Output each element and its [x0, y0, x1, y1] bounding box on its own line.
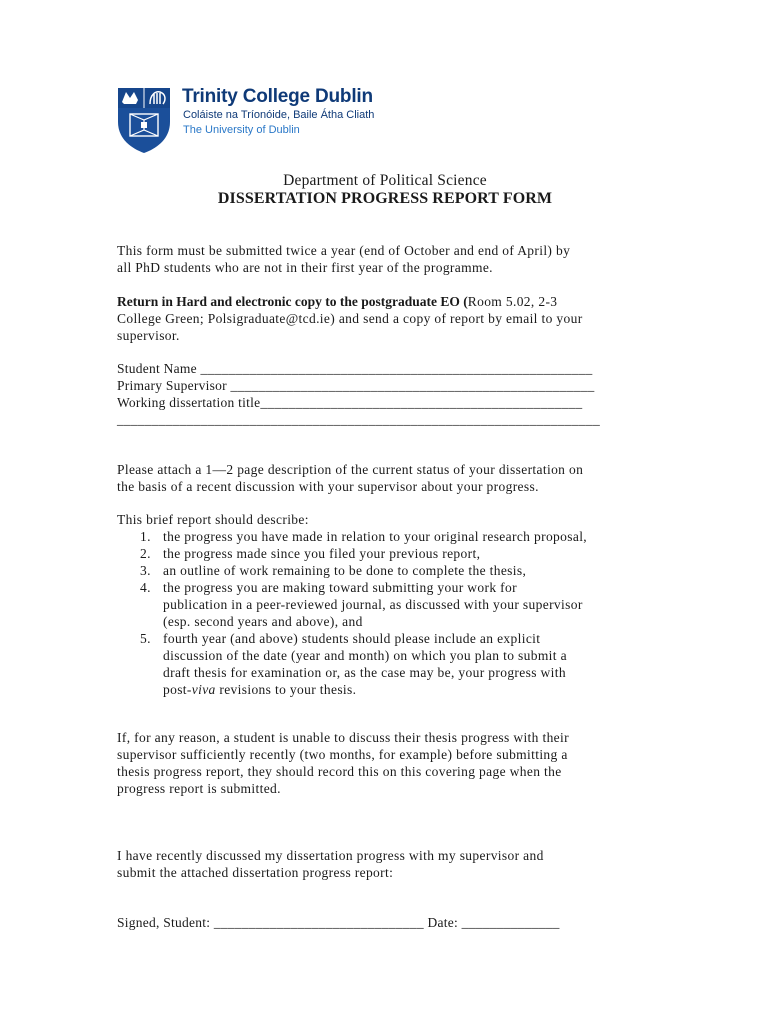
university-subtitle: The University of Dublin: [183, 124, 300, 136]
primary-supervisor-field[interactable]: Primary Supervisor ____________________________________________________: [117, 378, 595, 393]
unable-line-2: supervisor sufficiently recently (two months, for example) before submitting a: [117, 747, 568, 762]
return-line-2: College Green; Polsigraduate@tcd.ie) and send a copy of report by email to your: [117, 311, 583, 326]
return-line-3: supervisor.: [117, 328, 180, 343]
tcd-shield-icon: [116, 86, 172, 154]
unable-line-4: progress report is submitted.: [117, 781, 281, 796]
declaration-line-2: submit the attached dissertation progress report:: [117, 865, 394, 880]
tcd-logo: [116, 86, 386, 154]
brief-report-intro: This brief report should describe:: [117, 512, 309, 527]
student-signature-field[interactable]: ______________________________: [213, 915, 424, 930]
list-item: 2. the progress made since you filed your previous report,: [140, 546, 481, 561]
unable-line-3: thesis progress report, they should record this on this covering page when the: [117, 764, 562, 779]
attach-line-1: Please attach a 1—2 page description of the current status of your dissertation on: [117, 462, 584, 477]
date-label: Date:: [423, 915, 462, 930]
student-name-field[interactable]: Student Name ________________________________________________________: [117, 361, 593, 376]
unable-line-1: If, for any reason, a student is unable to discuss their thesis progress with their: [117, 730, 569, 745]
dissertation-title-continuation[interactable]: _____________________________________________________________________: [117, 412, 600, 427]
signature-row: [117, 914, 560, 931]
dissertation-title-field[interactable]: Working dissertation title______________________________________________: [117, 395, 583, 410]
return-room: Room 5.02, 2-3: [467, 294, 558, 309]
form-title: DISSERTATION PROGRESS REPORT FORM: [217, 190, 553, 207]
college-irish-name: Coláiste na Tríonóide, Baile Átha Cliath: [183, 109, 375, 121]
intro-line-1: This form must be submitted twice a year (end of October and end of April) by: [117, 243, 571, 258]
list-item: 3. an outline of work remaining to be done to complete the thesis,: [140, 563, 527, 578]
signed-label: Signed, Student:: [117, 915, 214, 930]
date-field[interactable]: ______________: [461, 915, 560, 930]
declaration-line-1: I have recently discussed my dissertation progress with my supervisor and: [117, 848, 544, 863]
return-instructions: [117, 293, 557, 310]
college-name: Trinity College Dublin: [182, 86, 373, 107]
report-requirements-list: [118, 528, 587, 698]
list-item: 5. fourth year (and above) students should please include an explicit discussion of the date (year and month) on which you plan to submit a draft thesis for examination or, as the case may be, your progress with post-viva revisions to your thesis.: [140, 631, 567, 697]
department-heading: Department of Political Science: [283, 172, 487, 189]
return-bold: Return in Hard and electronic copy to the postgraduate EO (: [117, 294, 468, 309]
list-item: 1. the progress you have made in relation to your original research proposal,: [140, 529, 588, 544]
list-item: 4. the progress you are making toward submitting your work for publication in a peer-reviewed journal, as discussed with your supervisor (esp. second years and above), and: [140, 580, 583, 629]
attach-line-2: the basis of a recent discussion with your supervisor about your progress.: [117, 479, 539, 494]
intro-line-2: all PhD students who are not in their first year of the programme.: [117, 260, 493, 275]
